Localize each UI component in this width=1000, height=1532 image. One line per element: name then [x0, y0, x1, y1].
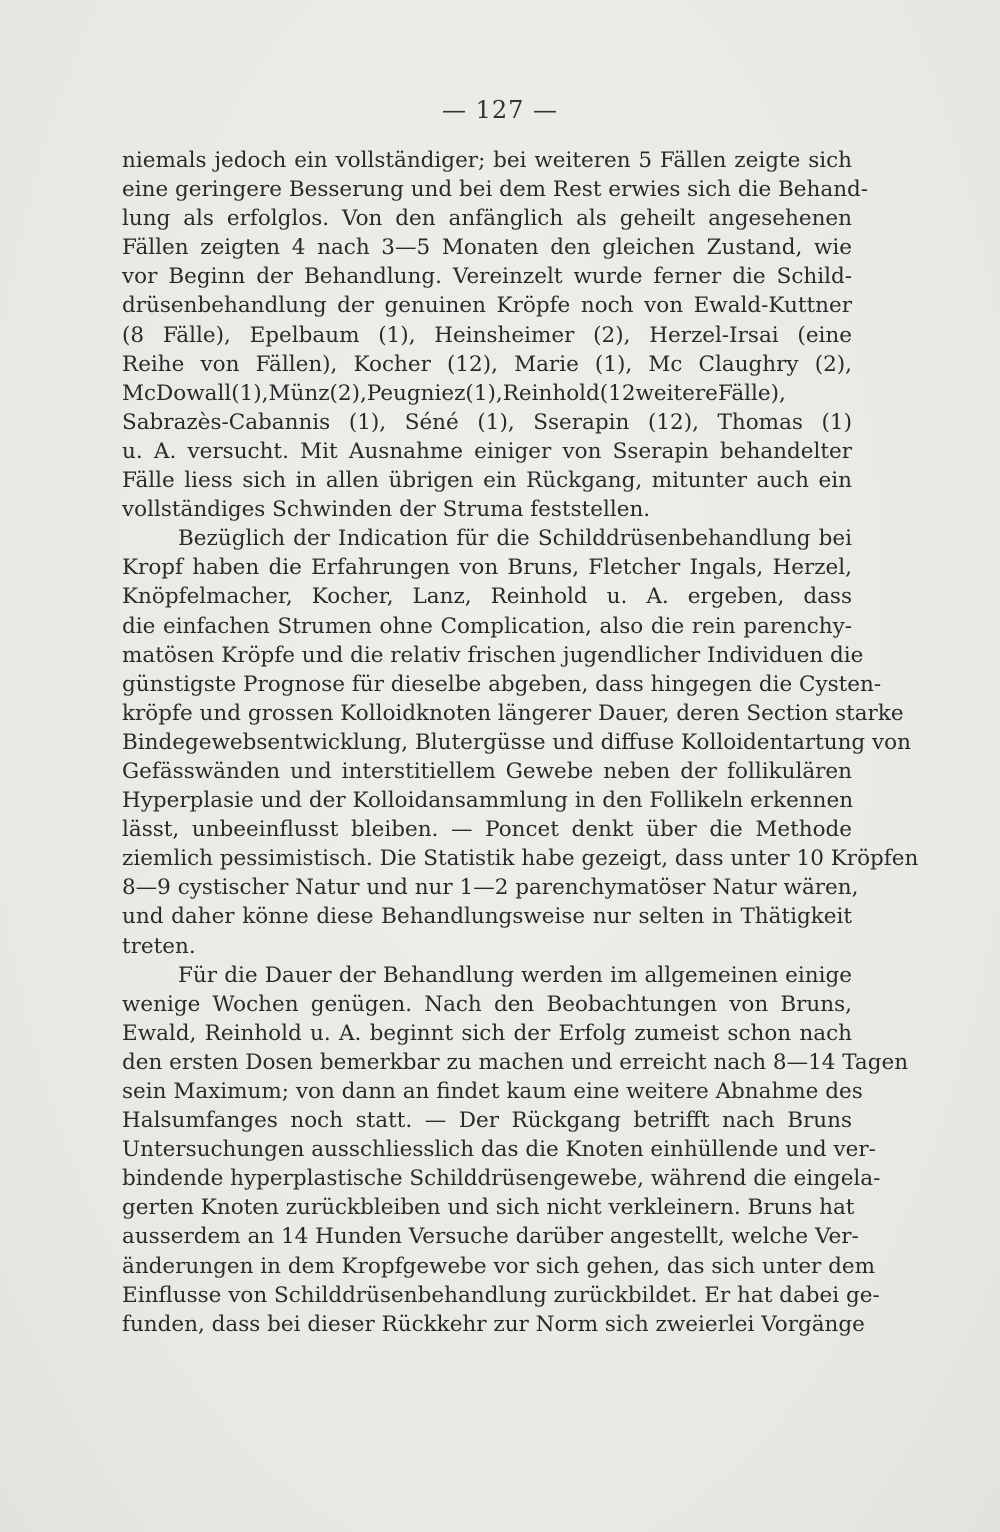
text-line: funden, dass bei dieser Rückkehr zur Norm sich zweierlei Vorgänge	[122, 1311, 865, 1337]
text-line: günstigste Prognose für dieselbe abgeben, dass hingegen die Cysten-	[122, 671, 882, 697]
text-line: niemals jedoch ein vollständiger; bei weiteren 5 Fällen zeigte sich	[122, 148, 852, 173]
text-line: Fällen zeigten 4 nach 3—5 Monaten den gleichen Zustand, wie	[122, 235, 852, 261]
text-line: Bindegewebsentwicklung, Blutergüsse und diffuse Kolloidentartung von	[122, 729, 911, 755]
text-line: änderungen in dem Kropfgewebe vor sich gehen, das sich unter dem	[122, 1253, 876, 1279]
text-line: bindende hyperplastische Schilddrüsengewebe, während die eingela-	[122, 1166, 881, 1192]
text-line: die einfachen Strumen ohne Complication, also die rein parenchy-	[122, 613, 852, 639]
text-line: u. A. versucht. Mit Ausnahme einiger von Sserapin behandelter	[122, 438, 852, 464]
text-line: Fälle liess sich in allen übrigen ein Rückgang, mitunter auch ein	[122, 468, 852, 494]
text-line: Reihe von Fällen), Kocher (12), Marie (1), Mc Claughry (2),	[122, 351, 852, 377]
text-line: eine geringere Besserung und bei dem Rest erwies sich die Behand-	[122, 177, 869, 203]
text-line: (8 Fälle), Epelbaum (1), Heinsheimer (2), Herzel-Irsai (eine	[122, 322, 852, 348]
text-line: Ewald, Reinhold u. A. beginnt sich der Erfolg zumeist schon nach	[122, 1020, 852, 1046]
text-line: ausserdem an 14 Hunden Versuche darüber angestellt, welche Ver-	[122, 1224, 859, 1250]
paragraph-start-line: Für die Dauer der Behandlung werden im allgemeinen einige	[178, 962, 852, 988]
text-line: McDowall(1),Münz(2),Peugniez(1),Reinhold(12weitereFälle),	[122, 380, 786, 406]
text-line: kröpfe und grossen Kolloidknoten längerer Dauer, deren Section starke	[122, 700, 904, 726]
text-line: Halsumfanges noch statt. — Der Rückgang betrifft nach Bruns	[122, 1108, 852, 1134]
page-number: — 127 —	[441, 96, 559, 124]
text-line: Knöpfelmacher, Kocher, Lanz, Reinhold u. A. ergeben, dass	[122, 584, 852, 610]
text-line: wenige Wochen genügen. Nach den Beobachtungen von Bruns,	[122, 991, 852, 1017]
text-line: den ersten Dosen bemerkbar zu machen und erreicht nach 8—14 Tagen	[122, 1049, 909, 1075]
text-line: 8—9 cystischer Natur und nur 1—2 parenchymatöser Natur wären,	[122, 875, 859, 901]
text-line: Einflusse von Schilddrüsenbehandlung zurückbildet. Er hat dabei ge-	[122, 1282, 880, 1308]
text-line: gerten Knoten zurückbleiben und sich nicht verkleinern. Bruns hat	[122, 1195, 855, 1221]
paragraph-end-line: treten.	[122, 933, 196, 959]
text-line: Sabrazès-Cabannis (1), Séné (1), Sserapin (12), Thomas (1)	[122, 409, 852, 435]
body-text	[122, 146, 919, 1339]
text-line: lung als erfolglos. Von den anfänglich als geheilt angesehenen	[122, 206, 852, 232]
paragraph-end-line: vollständiges Schwinden der Struma feststellen.	[122, 497, 651, 523]
text-line: Hyperplasie und der Kolloidansammlung in den Follikeln erkennen	[122, 788, 854, 814]
text-line: und daher könne diese Behandlungsweise nur selten in Thätigkeit	[122, 904, 852, 930]
paragraph-start-line: Bezüglich der Indication für die Schilddrüsenbehandlung bei	[178, 526, 852, 552]
text-line: Untersuchungen ausschliesslich das die Knoten einhüllende und ver-	[122, 1137, 876, 1163]
text-line: drüsenbehandlung der genuinen Kröpfe noch von Ewald-Kuttner	[122, 293, 852, 319]
text-line: Gefässwänden und interstitiellem Gewebe neben der follikulären	[122, 758, 852, 784]
text-line: vor Beginn der Behandlung. Vereinzelt wurde ferner die Schild-	[122, 264, 852, 290]
text-line: Kropf haben die Erfahrungen von Bruns, Fletcher Ingals, Herzel,	[122, 555, 852, 581]
text-line: lässt, unbeeinflusst bleiben. — Poncet denkt über die Methode	[122, 817, 852, 843]
text-line: matösen Kröpfe und die relativ frischen jugendlicher Individuen die	[122, 642, 864, 668]
text-line: sein Maximum; von dann an findet kaum eine weitere Abnahme des	[122, 1079, 863, 1104]
text-line: ziemlich pessimistisch. Die Statistik habe gezeigt, dass unter 10 Kröpfen	[122, 846, 919, 872]
